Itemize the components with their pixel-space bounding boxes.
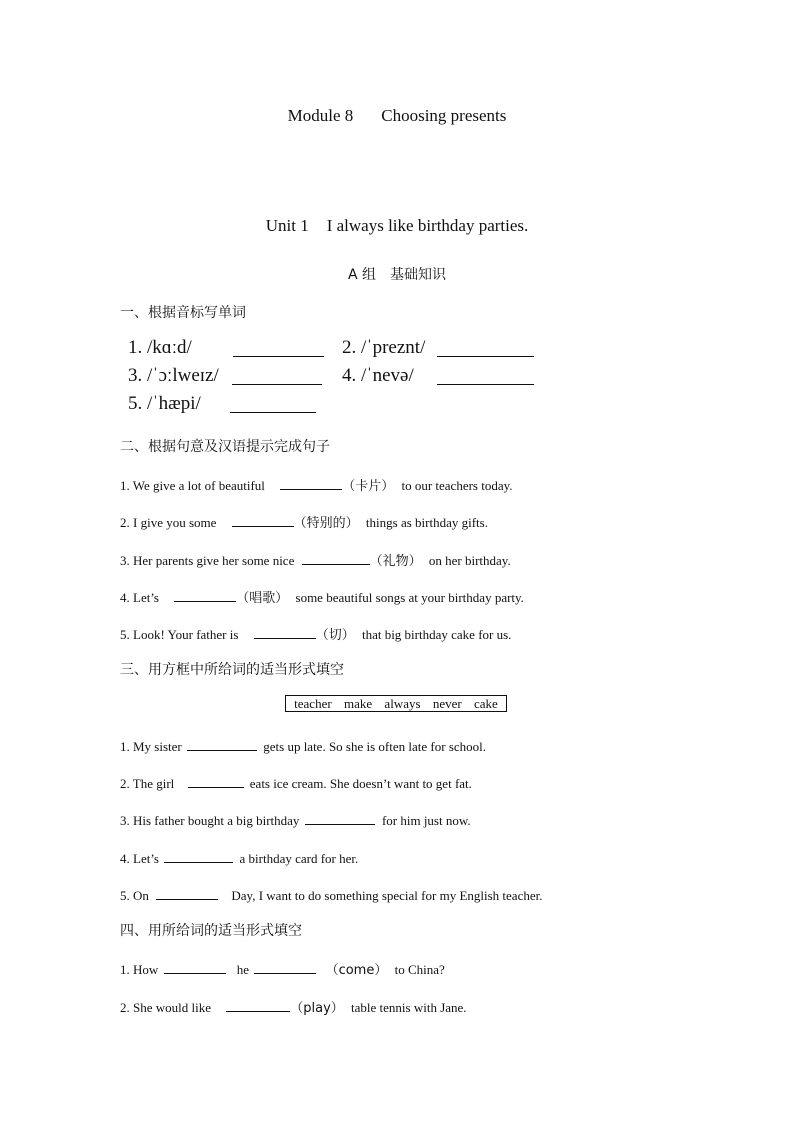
hint-text: （切） xyxy=(315,628,355,643)
sentence-text: things as birthday gifts. xyxy=(365,515,488,530)
sentence-text: 5. On xyxy=(120,888,149,903)
group-name: 基础知识 xyxy=(390,267,447,283)
module-title xyxy=(0,106,794,126)
answer-blank[interactable] xyxy=(305,809,375,825)
word-box-item: teacher xyxy=(294,695,332,711)
sentence-text: he xyxy=(236,962,250,977)
sentence-item xyxy=(120,884,542,904)
answer-blank[interactable] xyxy=(437,341,534,357)
sentence-item xyxy=(120,623,511,643)
unit-number: Unit 1 xyxy=(265,216,309,235)
sentence-text: 4. Let’s xyxy=(120,851,159,866)
answer-blank[interactable] xyxy=(302,549,370,565)
sentence-text: a birthday card for her. xyxy=(239,851,359,866)
word-box-item: make xyxy=(343,695,373,711)
sentence-text: that big birthday cake for us. xyxy=(361,627,512,642)
sentence-text: eats ice cream. She doesn’t want to get fat. xyxy=(249,776,472,791)
word-box-item: always xyxy=(384,695,421,711)
sentence-item xyxy=(120,809,471,829)
sentence-text: Day, I want to do something special for my English teacher. xyxy=(231,888,543,903)
answer-blank[interactable] xyxy=(164,958,226,974)
answer-blank[interactable] xyxy=(188,772,244,788)
sentence-item xyxy=(120,735,486,755)
hint-text: （特别的） xyxy=(293,516,359,531)
sentence-item xyxy=(120,996,467,1016)
module-name: Choosing presents xyxy=(381,106,507,125)
hint-text: （礼物） xyxy=(369,554,422,569)
sentence-item xyxy=(120,772,472,792)
sentence-item xyxy=(120,549,511,569)
hint-text: （come） xyxy=(325,963,388,978)
sentence-text: 4. Let’s xyxy=(120,590,159,605)
answer-blank[interactable] xyxy=(280,474,342,490)
word-box-item: cake xyxy=(474,695,498,711)
answer-blank[interactable] xyxy=(226,996,290,1012)
answer-blank[interactable] xyxy=(230,397,316,413)
sentence-item xyxy=(120,958,445,978)
phonetic-item-1 xyxy=(128,337,192,359)
phonetic-text: /ˈɔːlweɪz/ xyxy=(147,365,219,386)
unit-name: I always like birthday parties. xyxy=(326,216,529,235)
sentence-text: some beautiful songs at your birthday party. xyxy=(295,590,524,605)
sentence-item xyxy=(120,586,524,606)
item-number: 3. xyxy=(128,365,143,386)
answer-blank[interactable] xyxy=(232,511,294,527)
phonetic-item-4 xyxy=(342,365,414,387)
module-number: Module 8 xyxy=(287,106,354,125)
section-2-title: 二、根据句意及汉语提示完成句子 xyxy=(120,439,330,455)
hint-text: （卡片） xyxy=(342,479,395,494)
answer-blank[interactable] xyxy=(187,735,257,751)
sentence-text: gets up late. So she is often late for school. xyxy=(263,739,487,754)
sentence-text: 5. Look! Your father is xyxy=(120,627,239,642)
answer-blank[interactable] xyxy=(164,847,233,863)
section-4-title: 四、用所给词的适当形式填空 xyxy=(120,923,302,939)
item-number: 2. xyxy=(342,337,357,358)
group-title xyxy=(0,264,794,284)
sentence-text: 2. She would like xyxy=(120,1000,211,1015)
phonetic-text: /ˈhæpi/ xyxy=(147,393,201,414)
answer-blank[interactable] xyxy=(254,958,316,974)
answer-blank[interactable] xyxy=(254,623,316,639)
sentence-text: 1. How xyxy=(120,962,159,977)
answer-blank[interactable] xyxy=(233,341,324,357)
unit-title xyxy=(0,216,794,236)
phonetic-text: /kɑːd/ xyxy=(147,337,192,358)
word-box-item: never xyxy=(432,695,462,711)
item-number: 1. xyxy=(128,337,143,358)
sentence-item xyxy=(120,511,488,531)
sentence-text: 2. I give you some xyxy=(120,515,217,530)
sentence-text: to our teachers today. xyxy=(401,478,513,493)
phonetic-item-2 xyxy=(342,337,425,359)
section-3-title: 三、用方框中所给词的适当形式填空 xyxy=(120,662,344,678)
sentence-text: on her birthday. xyxy=(428,553,511,568)
item-number: 5. xyxy=(128,393,143,414)
answer-blank[interactable] xyxy=(156,884,218,900)
answer-blank[interactable] xyxy=(174,586,236,602)
sentence-text: 3. His father bought a big birthday xyxy=(120,813,300,828)
sentence-text: 2. The girl xyxy=(120,776,175,791)
sentence-text: 3. Her parents give her some nice xyxy=(120,553,295,568)
answer-blank[interactable] xyxy=(232,369,322,385)
hint-text: （play） xyxy=(290,1001,344,1016)
group-label: A 组 xyxy=(347,267,377,283)
hint-text: （唱歌） xyxy=(236,591,289,606)
sentence-text: 1. We give a lot of beautiful xyxy=(120,478,265,493)
phonetic-item-5 xyxy=(128,393,201,415)
sentence-text: for him just now. xyxy=(381,813,471,828)
word-box xyxy=(285,695,507,712)
sentence-item xyxy=(120,847,358,867)
phonetic-item-3 xyxy=(128,365,219,387)
answer-blank[interactable] xyxy=(437,369,534,385)
phonetic-text: /ˈpreznt/ xyxy=(361,337,426,358)
sentence-text: 1. My sister xyxy=(120,739,182,754)
sentence-item xyxy=(120,474,513,494)
sentence-text: table tennis with Jane. xyxy=(351,1000,467,1015)
phonetic-text: /ˈnevə/ xyxy=(361,365,414,386)
item-number: 4. xyxy=(342,365,357,386)
sentence-text: to China? xyxy=(394,962,445,977)
section-1-title: 一、根据音标写单词 xyxy=(120,305,246,321)
